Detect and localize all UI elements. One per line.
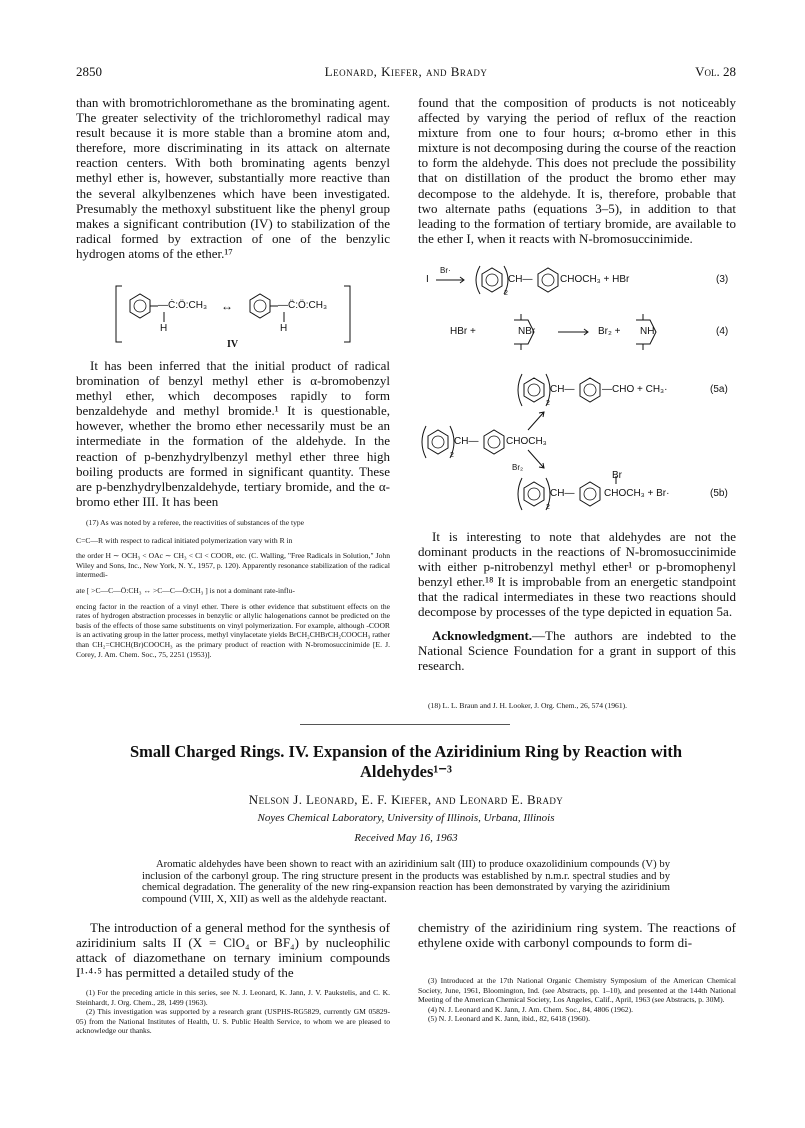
eq5-center-group: CHOCH₃ [506,436,547,447]
hydrogen-label-b: H [280,323,288,334]
eq4-nbr: NBr [518,326,536,337]
eq3-ch: CH— [508,274,533,285]
page-number: 2850 [76,64,102,79]
eq5-center-ch: CH— [454,436,479,447]
footnote-line: the order H ∼ OCH₃ < OAc ∼ CH₃ < Cl < COOR, etc. (C. Walling, "Free Radicals in Solution," John Wiley and Sons, Inc., New York, N. Y., 1957, p. 120). Apparently resonance stabilization of the radical intermedi- [76,551,390,580]
abstract-text: Aromatic aldehydes have been shown to react with an aziridinium salt (III) to produce oxazolidinium compounds (V) by inclusion of the carbonyl group. The ring structure present in the products was established by n.m.r. spectral studies and by chemical degradation. The generality of the new ring-expansion reaction has been demonstrated by varying the aziridinium compound (VIII, X, XII) as well as the aldehyde reactant. [142,859,670,905]
eq5b-ch: CH— [550,488,575,499]
eq5b-number: (5b) [710,488,728,499]
eq3-rhs: CHOCH₃ + HBr [560,274,630,285]
abstract [142,859,670,905]
body-paragraph: chemistry of the aziridinium ring system. The reactions of ethylene oxide with carbonyl compounds to form di- [418,920,736,951]
title-line-2: Aldehydes¹⁻³ [360,762,452,781]
eq5b-rhs: CHOCH₃ + Br· [604,488,670,499]
eq3-lhs: I [426,274,429,285]
body-paragraph: It is interesting to note that aldehydes are not the dominant products in the reactions of N-bromosuccinimide with either p-nitrobenzyl methyl ether¹ or p-bromophenyl benzyl ether.¹⁸ It is improbable from an energetic standpoint that the radical intermediates in these two reactions should decompose by processes of the type depicted in equation 5a. [418,529,736,620]
eq4-mid: Br₂ + [598,326,621,337]
section-divider [300,724,510,725]
footnote-18 [418,701,736,711]
body-paragraph: than with bromotrichloromethane as the brominating agent. The greater selectivity of the trichloromethyl radical may result because it is more stable than a bromine atom and, therefore, more discriminating in its attack on alternate reaction centers. With both brominating agents benzyl methyl ether is, however, substantially more reactive than the several alkylbenzenes which have been investigated. Presumably the methoxyl substituent like the phenyl group makes a significant contribution (IV) to stabilization of the radical formed by extraction of one of the benzylic hydrogen atoms of the ether.¹⁷ [76,95,390,261]
ack-text: —The authors are indebted to the National Science Foundation for a grant in support of this research. [418,627,736,673]
structure-iv-group-a: —Ċ:Ö:CH₃ [158,300,208,311]
left-column-para2 [76,358,390,509]
article-title [76,742,736,782]
footnote-line: (5) N. J. Leonard and K. Jann, ibid., 82, 6418 (1960). [428,1014,590,1024]
article-authors: Nelson J. Leonard, E. F. Kiefer, and Leonard E. Brady [248,792,564,807]
footnote-line: (2) This investigation was supported by a research grant (USPHS-RG5829, currently GM 05829-05) from the National Institutes of Health, U. S. Public Health Service, to whom we are pleased to acknowledge our thanks. [76,1007,390,1036]
footnote-17 [76,518,390,659]
acknowledgment [418,628,736,673]
eq4-number: (4) [716,326,729,337]
body-paragraph: found that the composition of products is not noticeably affected by varying the period of reflux of the reaction mixture from one to four hours; α-bromo ether in this mixture is not decomposing during the course of the reaction to form the aldehyde. This does not preclude the possibility that on distillation of the product the bromo ether may decompose to the aldehyde. It is, therefore, probable that two alternate paths (equations 3–5), in addition to that leading to the formation of tertiary bromide, are available to the ether I, when it reacts with N-bromosuccinimide. [418,95,736,246]
eq5b-arrow-label: Br₂ [512,463,524,472]
eq3-sub: 2 [504,290,508,297]
article-body-left [76,920,390,980]
eq3-number: (3) [716,274,729,285]
footnote-line: C=C—R with respect to radical initiated polymerization vary with R in [76,535,293,545]
eq5-center-sub: 2 [450,452,454,459]
eq3-arrow-label: Br· [440,266,451,275]
article-footnotes-left [76,988,390,1036]
article-body-right [418,920,736,950]
footnote-line: encing factor in the reaction of a vinyl ether. There is other evidence that substituent effects on the rates of hydrogen abstraction processes in benzylic or allylic halogenations cannot be predicted on the basis of the effects of those same substituents on vinyl polymerization. For example, although -COOR is an activating group in the latter process, methyl vinylacetate yields BrCH₂CHBrCH₂COOCH₃ rather than CH₂=CHCH(Br)COOCH₃ as the primary product of reaction with N-bromosuccinimide [E. J. Corey, J. Am. Chem. Soc., 75, 2251 (1953)]. [76,601,390,659]
eq5a-rhs: —CHO + CH₃· [602,384,668,395]
volume-label: Vol. 28 [695,64,736,79]
structure-label: IV [227,339,239,350]
article-affiliation: Noyes Chemical Laboratory, University of Illinois, Urbana, Illinois [257,812,555,824]
footnote-line: (18) L. L. Braun and J. H. Looker, J. Org. Chem., 26, 574 (1961). [428,701,628,710]
eq4-lhs: HBr + [450,326,476,337]
footnote-line: ate [ >C—C—Ö:CH₃ ↔ >C—C—Ö:CH₃ ] is not a dominant rate-influ- [76,585,295,595]
running-header [76,64,736,82]
ack-heading: Acknowledgment. [432,627,533,643]
received-date: Received May 16, 1963 [354,832,458,844]
right-column-para2 [418,529,736,673]
footnote-line: (17) As was noted by a referee, the reactivities of substances of the type [86,518,305,527]
eq4-nh: NH [640,326,655,337]
footnote-line: (3) Introduced at the 17th National Organic Chemistry Symposium of the American Chemical Society, June, 1961, Bloomington, Ind. (see Abstracts, pp. 1–10), and presented at the 144th National Meeting of the American Chemical Society, Los Angeles, Calif., April, 1963 (see Abstracts, p. 30M). [418,976,736,1005]
article-footnotes-right [418,976,736,1024]
left-column-para1 [76,95,390,261]
reaction-scheme-diagram [418,262,738,517]
body-paragraph: It has been inferred that the initial product of radical bromination of benzyl methyl ether is α-bromobenzyl methyl ether, which decomposes rapidly to form benzaldehyde and methyl bromide.¹ It is questionable, however, whether the bromo ether necessarily must be an intermediate in the formation of the aldehyde. In the reaction of p-benzhydrylbenzyl methyl ether three high boiling products are formed in significant quantity. These are p-benzhydrylbenzaldehyde, tertiary bromide, and the α-bromo ether III. It has been [76,358,390,509]
eq5b-sub: 2 [546,504,550,511]
structure-iv-group-b: —C̈:Ö:CH₃ [278,300,328,311]
footnote-line: (4) N. J. Leonard and K. Jann, J. Am. Chem. Soc., 84, 4806 (1962). [428,1004,634,1014]
eq5b-br: Br [612,470,622,481]
right-column-para1 [418,95,736,246]
eq5a-number: (5a) [710,384,728,395]
title-line-1: Small Charged Rings. IV. Expansion of the Aziridinium Ring by Reaction with [129,742,683,761]
footnote-line: (1) For the preceding article in this series, see N. J. Leonard, K. Jann, J. V. Paukstelis, and C. K. Steinhardt, J. Org. Chem., 28, 1499 (1963). [76,988,390,1007]
eq5a-sub: 2 [546,400,550,407]
running-authors: Leonard, Kiefer, and Brady [324,64,488,79]
eq5a-ch: CH— [550,384,575,395]
resonance-arrow: ↔ [221,299,233,313]
hydrogen-label-a: H [160,323,168,334]
body-paragraph: The introduction of a general method for the synthesis of aziridinium salts II (X = ClO₄ or BF₄) by nucleophilic attack of diazomethane on ternary iminium compounds I¹·⁴·⁵ has permitted a detailed study of the [76,920,390,981]
